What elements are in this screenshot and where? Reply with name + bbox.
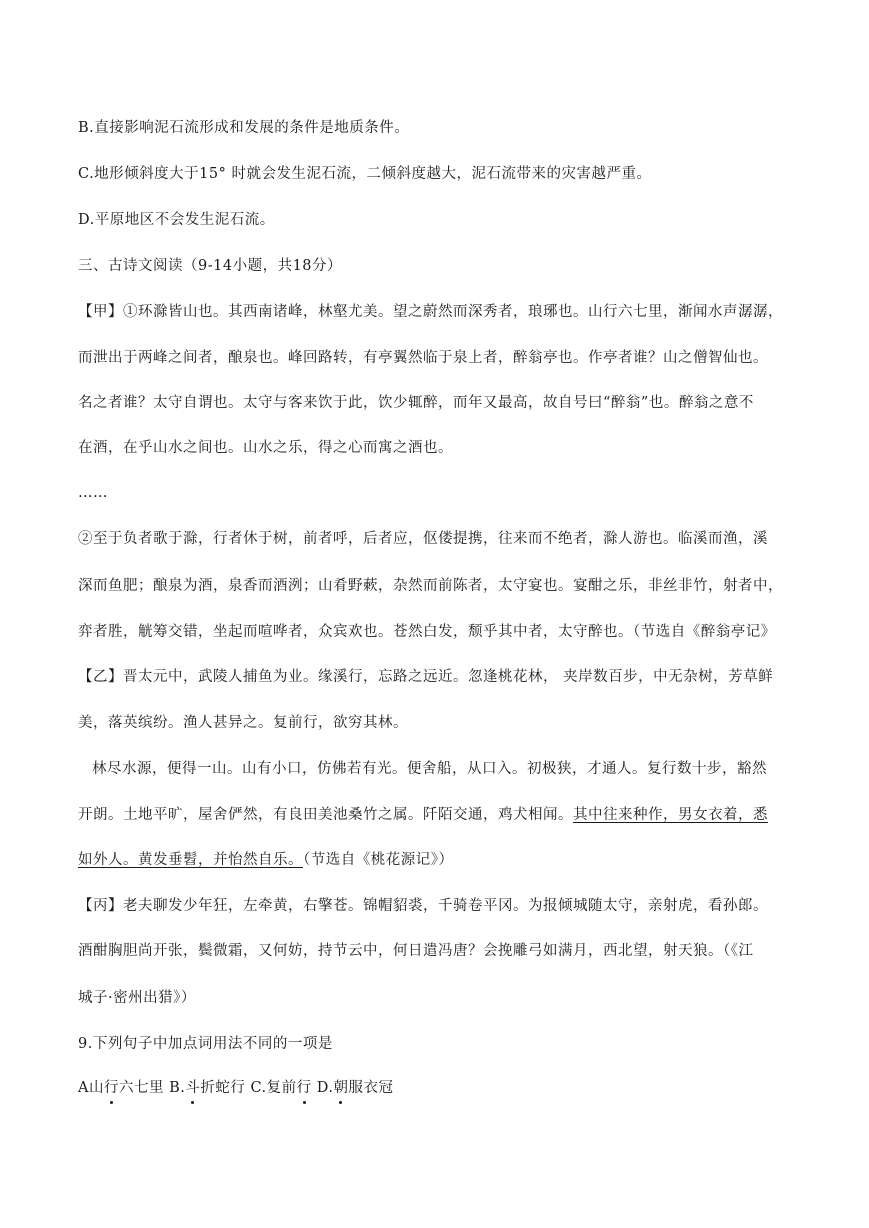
- option-b-prev: B.直接影响泥石流形成和发展的条件是地质条件。: [78, 120, 410, 136]
- dotted-char: 斗: [185, 1080, 201, 1096]
- yi-plain-text: 开朗。土地平旷，屋舍俨然，有良田美池桑竹之属。阡陌交通，鸡犬相闻。: [78, 807, 573, 823]
- option-c-pre: C.复前: [250, 1080, 297, 1096]
- yi-line: 林尽水源，便得一山。山有小口，仿佛若有光。便舍船，从口入。初极狭，才通人。复行数十步，豁然: [92, 761, 767, 777]
- yi-line: [78, 805, 768, 825]
- section-title: 三、古诗文阅读（9-14小题，共18分）: [78, 258, 343, 274]
- bing-line: 【丙】老夫聊发少年狂，左牵黄，右擎苍。锦帽貂裘，千骑卷平冈。为报倾城随太守，亲射虎，看孙郎。: [78, 898, 768, 914]
- underlined-text: 如外人。黄发垂髫，并怡然自乐。: [78, 852, 303, 868]
- option-d-prev: D.平原地区不会发生泥石流。: [78, 212, 275, 228]
- dotted-char: 行: [103, 1080, 119, 1096]
- bing-line: 城子·密州出猎》）: [78, 990, 196, 1006]
- jia-line: 在酒，在乎山水之间也。山水之乐，得之心而寓之酒也。: [78, 440, 453, 456]
- bing-line: 酒酣胸胆尚开张，鬓微霜，又何妨，持节云中，何日遣冯唐？会挽雕弓如满月，西北望，射天狼。（《江: [78, 943, 754, 959]
- question-options: [78, 1078, 393, 1098]
- question-stem: 9.下列句子中加点词用法不同的一项是: [78, 1036, 333, 1052]
- option-d-post: 服衣冠: [348, 1080, 394, 1096]
- option-b-post: 折蛇行: [200, 1080, 251, 1096]
- jia-line: 而泄出于两峰之间者，酿泉也。峰回路转，有亭翼然临于泉上者，醉翁亭也。作亭者谁？山之僧智仙也。: [78, 350, 768, 366]
- option-b-pre: B.: [169, 1080, 186, 1096]
- option-c-prev: C.地形倾斜度大于15° 时就会发生泥石流，二倾斜度越大，泥石流带来的灾害越严重。: [78, 166, 652, 182]
- dotted-char: 行: [296, 1080, 312, 1096]
- underlined-text: 其中往来种作，男女衣着，悉: [573, 807, 768, 823]
- yi-line: 美，落英缤纷。渔人甚异之。复前行，欲穷其林。: [78, 715, 408, 731]
- option-d-pre: D.: [316, 1080, 334, 1096]
- jia-line: 深而鱼肥；酿泉为酒，泉香而酒洌；山肴野蔌，杂然而前陈者，太守宴也。宴酣之乐，非丝非竹，射者中，: [78, 578, 783, 594]
- jia-line: 名之者谁？太守自谓也。太守与客来饮于此，饮少辄醉，而年又最高，故自号曰“醉翁”也。醉翁之意不: [78, 395, 754, 411]
- yi-line: 【乙】晋太元中，武陵人捕鱼为业。缘溪行，忘路之远近。忽逢桃花林， 夹岸数百步，中无杂树，芳草鲜: [78, 669, 774, 685]
- source-note: （节选自《桃花源记》）: [303, 852, 454, 868]
- jia-line: ②至于负者歌于滁，行者休于树，前者呼，后者应，伛偻提携，往来而不绝者，滁人游也。临溪而渔，溪: [78, 531, 768, 547]
- yi-line: [78, 850, 454, 870]
- dotted-char: 朝: [333, 1080, 349, 1096]
- jia-line: 弈者胜，觥筹交错，坐起而喧哗者，众宾欢也。苍然白发，颓乎其中者，太守醉也。（节选自《醉翁亭记》: [78, 624, 776, 640]
- ellipsis: ……: [78, 485, 108, 501]
- jia-line: 【甲】①环滁皆山也。其西南诸峰，林壑尤美。望之蔚然而深秀者，琅琊也。山行六七里，渐闻水声潺潺，: [78, 304, 783, 320]
- option-a-pre: A山: [78, 1080, 104, 1096]
- option-a-post: 六七里: [118, 1080, 170, 1096]
